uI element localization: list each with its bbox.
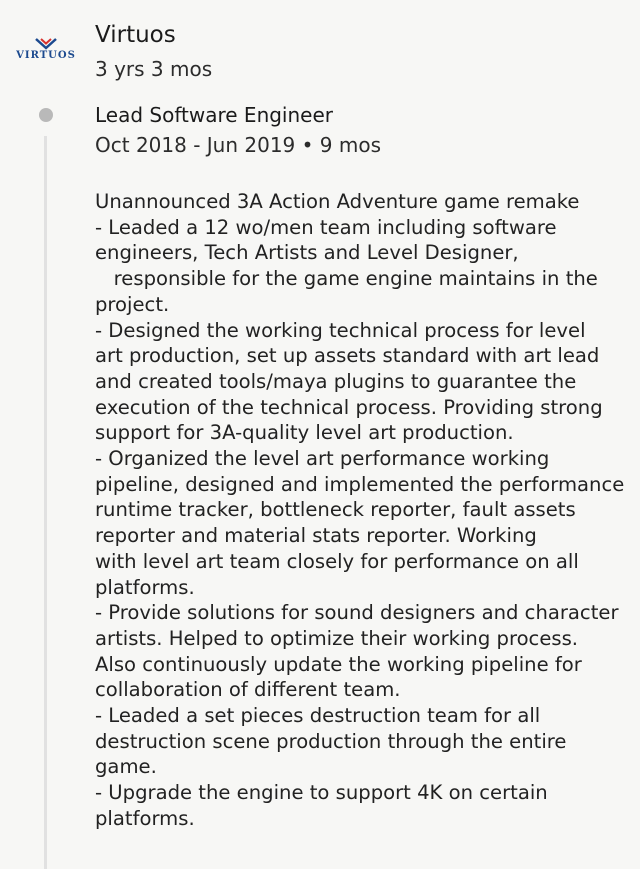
description-line: destruction scene production through the entire	[95, 729, 567, 753]
logo-wordmark: VIRTUOS	[16, 50, 76, 61]
position-description	[95, 189, 630, 832]
description-line: runtime tracker, bottleneck reporter, fault assets	[95, 498, 576, 522]
description-line: game.	[95, 755, 157, 779]
description-line: artists. Helped to optimize their working process.	[95, 626, 579, 650]
virtuos-chevron-logo-icon	[35, 38, 57, 50]
position-dates: Oct 2018 - Jun 2019 • 9 mos	[95, 133, 382, 157]
description-line: engineers, Tech Artists and Level Designer,	[95, 241, 519, 265]
company-header	[0, 0, 640, 92]
description-line: - Upgrade the engine to support 4K on certain	[95, 781, 548, 805]
description-line: Also continuously update the working pipeline for	[95, 652, 582, 676]
description-line: and created tools/maya plugins to guarantee the	[95, 369, 577, 393]
description-line: project.	[95, 292, 170, 316]
description-line: art production, set up assets standard with art lead	[95, 344, 600, 368]
company-duration: 3 yrs 3 mos	[95, 57, 213, 81]
description-line: Unannounced 3A Action Adventure game remake	[95, 190, 580, 213]
position-timeline	[36, 104, 56, 869]
company-logo[interactable]	[8, 38, 84, 64]
timeline-line	[44, 136, 47, 869]
position-header	[95, 100, 630, 160]
position-title[interactable]: Lead Software Engineer	[95, 103, 333, 127]
description-line: with level art team closely for performance on all	[95, 549, 579, 573]
description-line: - Leaded a 12 wo/men team including software	[95, 215, 557, 239]
description-line: - Provide solutions for sound designers and character	[95, 601, 619, 625]
description-line: responsible for the game engine maintains in the	[95, 267, 598, 291]
description-line: support for 3A-quality level art production.	[95, 421, 514, 445]
description-line: collaboration of different team.	[95, 678, 401, 702]
description-line: execution of the technical process. Providing strong	[95, 395, 603, 419]
company-name[interactable]: Virtuos	[95, 22, 176, 48]
description-line: platforms.	[95, 806, 195, 830]
description-line: - Designed the working technical process for level	[95, 318, 586, 342]
description-line: - Leaded a set pieces destruction team for all	[95, 704, 541, 728]
description-line: reporter and material stats reporter. Working	[95, 524, 537, 548]
description-line: platforms.	[95, 575, 195, 599]
timeline-dot-icon	[39, 108, 53, 122]
description-line: - Organized the level art performance working	[95, 447, 550, 471]
description-line: pipeline, designed and implemented the performance	[95, 472, 625, 496]
